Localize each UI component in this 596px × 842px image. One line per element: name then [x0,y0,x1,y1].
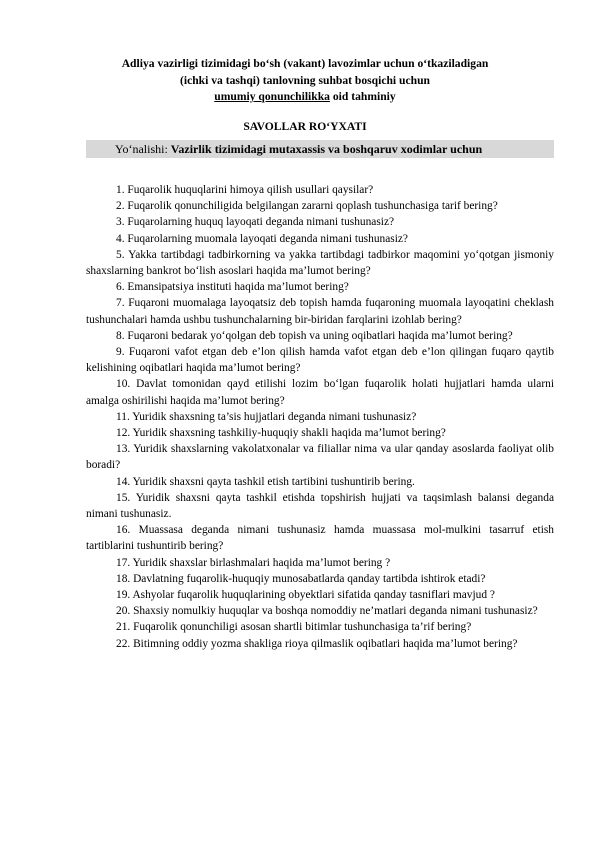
question-item: 15. Yuridik shaxsni qayta tashkil etishda topshirish hujjati va taqsimlash balansi deganda nimani tushunasiz. [86,491,554,521]
question-item: 5. Yakka tartibdagi tadbirkorning va yakka tartibdagi tadbirkor maqomini yo‘qotgan jismoniy shaxslarning bankrot bo‘lish asoslari haqida ma’lumot bering? [86,248,554,278]
question-item: 1. Fuqarolik huquqlarini himoya qilish usullari qaysilar? [116,184,374,196]
question-item: 10. Davlat tomonidan qayd etilishi lozim bo‘lgan fuqarolik holati hujjatlari hamda ularni amalga oshirilishi haqida ma’lumot bering? [86,378,554,407]
question-item: 6. Emansipatsiya instituti haqida ma’lumot bering? [116,281,349,294]
title-line-1: Adliya vazirligi tizimidagi bo‘sh (vakant) lavozimlar uchun o‘tkaziladigan [121,57,489,70]
question-item: 4. Fuqarolarning muomala layoqati deganda nimani tushunasiz? [116,232,408,245]
title-line-3-rest: oid tahminiy [329,90,396,103]
question-item: 2. Fuqarolik qonunchiligida belgilangan zararni qoplash tushunchasiga tarif bering? [116,200,498,213]
document-title [70,56,540,106]
direction-label: Yo‘nalishi: [115,142,171,156]
question-item: 9. Fuqaroni vafot etgan deb e’lon qilish hamda vafot etgan deb e’lon qilingan fuqaro qaytib kelishining oqibatlari haqida ma’lumot bering? [86,346,554,375]
direction-value: Vazirlik tizimidagi mutaxassis va boshqaruv xodimlar uchun [170,142,483,156]
question-item: 12. Yuridik shaxsning tashkiliy-huquqiy shakli haqida ma’lumot bering? [116,427,446,440]
question-item: 16. Muassasa deganda nimani tushunasiz hamda muassasa mol-mulkini tasarruf etish tartiblarini tushuntirib bering? [86,524,554,553]
question-item: 20. Shaxsiy nomulkiy huquqlar va boshqa nomoddiy ne’matlari deganda nimani tushunasiz? [116,605,538,618]
questions-list [86,182,554,652]
question-item: 13. Yuridik shaxslarning vakolatxonalar va filiallar nima va ular qanday asoslarda faoliyat olib boradi? [86,443,554,472]
title-underlined-phrase: umumiy qonunchilikka [214,90,330,103]
title-line-3 [70,89,540,106]
title-line-2: (ichki va tashqi) tanlovning suhbat bosqichi uchun [179,73,430,87]
question-item: 22. Bitimning oddiy yozma shakliga rioya qilmaslik oqibatlari haqida ma’lumot bering? [116,637,518,650]
question-item: 14. Yuridik shaxsni qayta tashkil etish tartibini tushuntirib bering. [116,475,415,488]
question-item: 21. Fuqarolik qonunchiligi asosan shartli bitimlar tushunchasiga ta’rif bering? [116,621,472,634]
direction-banner [86,140,554,158]
question-item: 3. Fuqarolarning huquq layoqati deganda nimani tushunasiz? [116,216,395,229]
document-subtitle: SAVOLLAR RO‘YXATI [243,120,367,133]
question-item: 7. Fuqaroni muomalaga layoqatsiz deb topish hamda fuqaroning muomala layoqatini cheklash tushunchalari hamda ushbu tushunchalarning bir-biridan farqlarini izohlab bering? [86,297,554,326]
question-item: 17. Yuridik shaxslar birlashmalari haqida ma’lumot bering ? [116,556,391,569]
question-item: 11. Yuridik shaxsning ta’sis hujjatlari deganda nimani tushunasiz? [116,410,417,423]
question-item: 19. Ashyolar fuqarolik huquqlarining obyektlari sifatida qanday tasniflari mavjud ? [116,589,495,602]
question-item: 18. Davlatning fuqarolik-huquqiy munosabatlarda qanday tartibda ishtirok etadi? [116,572,486,585]
question-item: 8. Fuqaroni bedarak yo‘qolgan deb topish va uning oqibatlari haqida ma’lumot bering? [116,329,513,342]
